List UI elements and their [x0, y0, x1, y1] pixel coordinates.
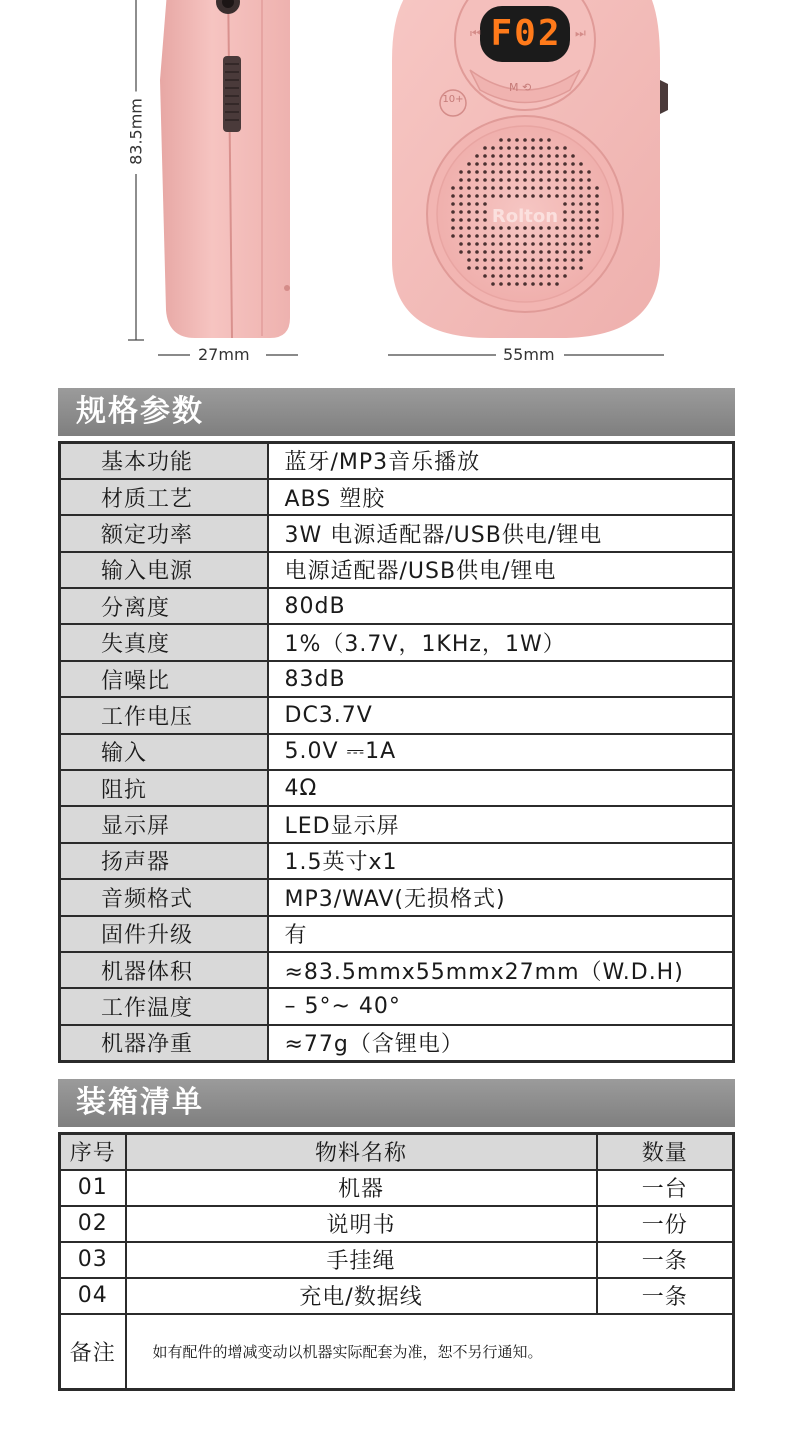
- note-text: 如有配件的增减变动以机器实际配套为准，恕不另行通知。: [126, 1314, 734, 1390]
- packing-no: 03: [60, 1242, 126, 1278]
- spec-value: 4Ω: [268, 770, 734, 806]
- spec-label: 扬声器: [60, 843, 268, 879]
- spec-row: [60, 806, 734, 842]
- width-dimension: 55mm: [499, 345, 559, 364]
- note-label: 备注: [60, 1314, 126, 1390]
- spec-value: 5.0V ⎓1A: [268, 734, 734, 770]
- spec-value: 1.5英寸x1: [268, 843, 734, 879]
- spec-value: 1%（3.7V，1KHz，1W）: [268, 624, 734, 660]
- spec-value: DC3.7V: [268, 697, 734, 733]
- spec-label: 机器净重: [60, 1025, 268, 1061]
- packing-header-row: [60, 1134, 734, 1170]
- spec-value: ≈83.5mmx55mmx27mm（W.D.H): [268, 952, 734, 988]
- brand-logo: Rolton: [491, 206, 559, 227]
- spec-row: [60, 988, 734, 1024]
- packing-table: [58, 1132, 735, 1391]
- svg-text:⏮: ⏮: [470, 26, 481, 40]
- spec-row: [60, 734, 734, 770]
- spec-row: [60, 552, 734, 588]
- packing-row: [60, 1242, 734, 1278]
- spec-value: 电源适配器/USB供电/锂电: [268, 552, 734, 588]
- spec-label: 机器体积: [60, 952, 268, 988]
- spec-label: 音频格式: [60, 879, 268, 915]
- spec-value: – 5°~ 40°: [268, 988, 734, 1024]
- spec-label: 分离度: [60, 588, 268, 624]
- svg-text:⟲: ⟲: [522, 81, 532, 94]
- spec-row: [60, 515, 734, 551]
- packing-name: 说明书: [126, 1206, 597, 1242]
- spec-row: [60, 770, 734, 806]
- depth-dimension: 27mm: [194, 345, 254, 364]
- packing-no: 04: [60, 1278, 126, 1314]
- spec-value: ABS 塑胶: [268, 479, 734, 515]
- packing-qty: 一台: [597, 1170, 734, 1206]
- packing-row: [60, 1206, 734, 1242]
- spec-label: 输入电源: [60, 552, 268, 588]
- note-row: [60, 1314, 734, 1390]
- spec-label: 输入: [60, 734, 268, 770]
- packing-row: [60, 1170, 734, 1206]
- spec-row: [60, 879, 734, 915]
- spec-section-title: 规格参数: [58, 388, 735, 436]
- spec-row: [60, 952, 734, 988]
- spec-label: 失真度: [60, 624, 268, 660]
- header-no: 序号: [60, 1134, 126, 1170]
- header-name: 物料名称: [126, 1134, 597, 1170]
- spec-row: [60, 443, 734, 479]
- spec-row: [60, 588, 734, 624]
- spec-row: [60, 661, 734, 697]
- packing-qty: 一条: [597, 1242, 734, 1278]
- spec-row: [60, 479, 734, 515]
- packing-no: 01: [60, 1170, 126, 1206]
- spec-value: 80dB: [268, 588, 734, 624]
- spec-row: [60, 1025, 734, 1061]
- spec-value: MP3/WAV(无损格式): [268, 879, 734, 915]
- spec-value: LED显示屏: [268, 806, 734, 842]
- led-display: F02: [490, 13, 562, 54]
- spec-label: 工作温度: [60, 988, 268, 1024]
- spec-label: 固件升级: [60, 916, 268, 952]
- ten-plus-button: 10+: [442, 94, 464, 105]
- spec-row: [60, 843, 734, 879]
- spec-label: 阻抗: [60, 770, 268, 806]
- spec-value: 3W 电源适配器/USB供电/锂电: [268, 515, 734, 551]
- packing-qty: 一条: [597, 1278, 734, 1314]
- device-side-view: [160, 0, 290, 338]
- svg-text:M: M: [509, 81, 519, 94]
- spec-label: 工作电压: [60, 697, 268, 733]
- product-illustration: [0, 0, 790, 380]
- spec-table: [58, 441, 735, 1063]
- spec-label: 材质工艺: [60, 479, 268, 515]
- spec-value: ≈77g（含锂电）: [268, 1025, 734, 1061]
- packing-qty: 一份: [597, 1206, 734, 1242]
- spec-value: 有: [268, 916, 734, 952]
- spec-row: [60, 916, 734, 952]
- svg-text:⏭: ⏭: [575, 26, 586, 40]
- spec-value: 83dB: [268, 661, 734, 697]
- spec-label: 信噪比: [60, 661, 268, 697]
- packing-name: 充电/数据线: [126, 1278, 597, 1314]
- device-drawing: [0, 0, 790, 380]
- packing-no: 02: [60, 1206, 126, 1242]
- spec-row: [60, 624, 734, 660]
- spec-label: 额定功率: [60, 515, 268, 551]
- spec-label: 显示屏: [60, 806, 268, 842]
- spec-value: 蓝牙/MP3音乐播放: [268, 443, 734, 479]
- spec-label: 基本功能: [60, 443, 268, 479]
- packing-name: 手挂绳: [126, 1242, 597, 1278]
- packing-row: [60, 1278, 734, 1314]
- spec-row: [60, 697, 734, 733]
- header-qty: 数量: [597, 1134, 734, 1170]
- packing-name: 机器: [126, 1170, 597, 1206]
- packing-section-title: 装箱清单: [58, 1079, 735, 1127]
- height-dimension: 83.5mm: [127, 92, 146, 172]
